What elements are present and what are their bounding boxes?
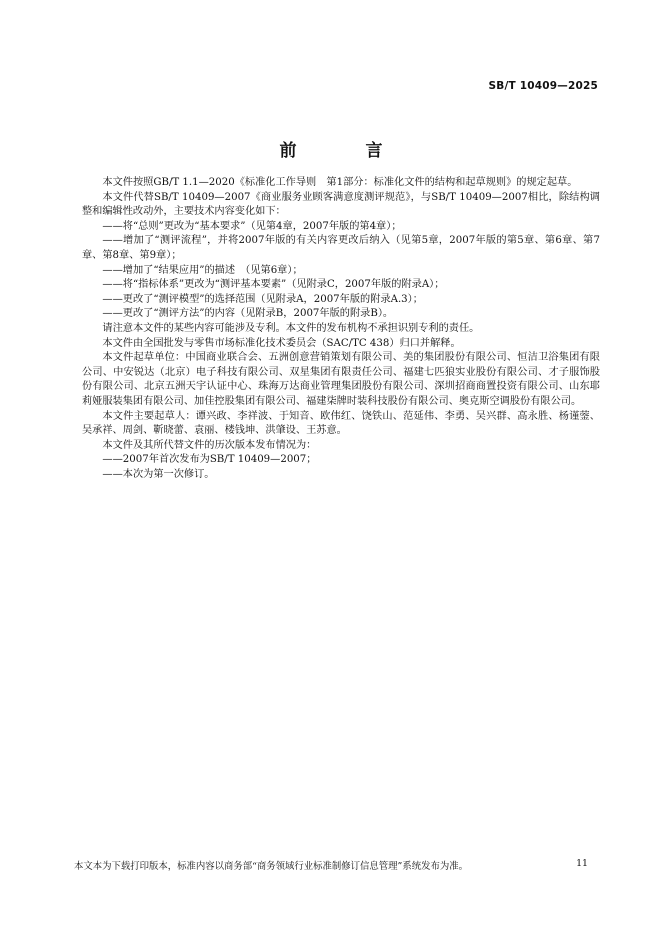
version-history-item: ——2007年首次发布为SB/T 10409—2007； xyxy=(102,454,317,466)
change-item: ——将“总则”更改为“基本要求”（见第4章，2007年版的第4章）； xyxy=(102,220,402,232)
change-item: ——更改了“测评方法”的内容（见附录B，2007年版的附录B）。 xyxy=(102,308,394,320)
paragraph: 本文件按照GB/T 1.1—2020《标准化工作导则 第1部分：标准化文件的结构和起草规则》的规定起草。 xyxy=(102,177,578,188)
drafting-units: 本文件起草单位：中国商业联合会、五洲创意营销策划有限公司、美的集团股份有限公司、恒洁卫浴集团有限公司、中安锐达（北京）电子科技有限公司、双星集团有限责任公司、福建七匹狼实业股份有限公司、才子服饰股份有限公司、北京五洲天宇认证中心、珠海万达商业管理集团股份有限公司、深圳招商商置投资有限公司、山东耶莉娅服装集团有限公司、加佳控股集团有限公司、福建柒牌时装科技股份有限公司、奥克斯空调股份有限公司。 xyxy=(82,352,600,407)
change-item: ——更改了“测评模型”的选择范围（见附录A，2007年版的附录A.3）； xyxy=(102,293,423,305)
foreword-body xyxy=(82,176,600,482)
version-history-item: ——本次为第一次修订。 xyxy=(102,468,215,480)
committee-statement: 本文件由全国批发与零售市场标准化技术委员会（SAC/TC 438）归口并解释。 xyxy=(102,337,461,349)
change-item: ——增加了“测评流程”，并将2007年版的有关内容更改后纳入（见第5章，2007年版的第5章、第6章、第7章、第8章、第9章）； xyxy=(82,235,600,261)
drafters: 本文件主要起草人：谭兴政、李祥波、于知音、欧伟红、饶铁山、范延伟、李勇、吴兴群、高永胜、杨谨蓥、吴承祥、周剑、靳晓蕾、袁丽、楼钱坤、洪肇设、王苏意。 xyxy=(82,410,600,437)
version-history-intro: 本文件及其所代替文件的历次版本发布情况为： xyxy=(102,439,317,451)
page-title: 前 言 xyxy=(279,141,409,161)
paragraph: 本文件代替SB/T 10409—2007《商业服务业顾客满意度测评规范》，与SB/T 10409—2007相比，除结构调整和编辑性改动外，主要技术内容变化如下： xyxy=(82,191,600,218)
change-item: ——增加了“结果应用”的描述 （见第6章）； xyxy=(102,264,303,276)
patent-notice: 请注意本文件的某些内容可能涉及专利。本文件的发布机构不承担识别专利的责任。 xyxy=(102,322,480,334)
change-item: ——将“指标体系”更改为“测评基本要素”（见附录C，2007年版的附录A）； xyxy=(102,279,445,291)
page-number: 11 xyxy=(576,858,588,869)
document-code: SB/T 10409—2025 xyxy=(488,80,598,92)
footer-notice: 本文本为下载打印版本，标准内容以商务部“商务领域行业标准制修订信息管理”系统发布为准。 xyxy=(74,861,468,872)
